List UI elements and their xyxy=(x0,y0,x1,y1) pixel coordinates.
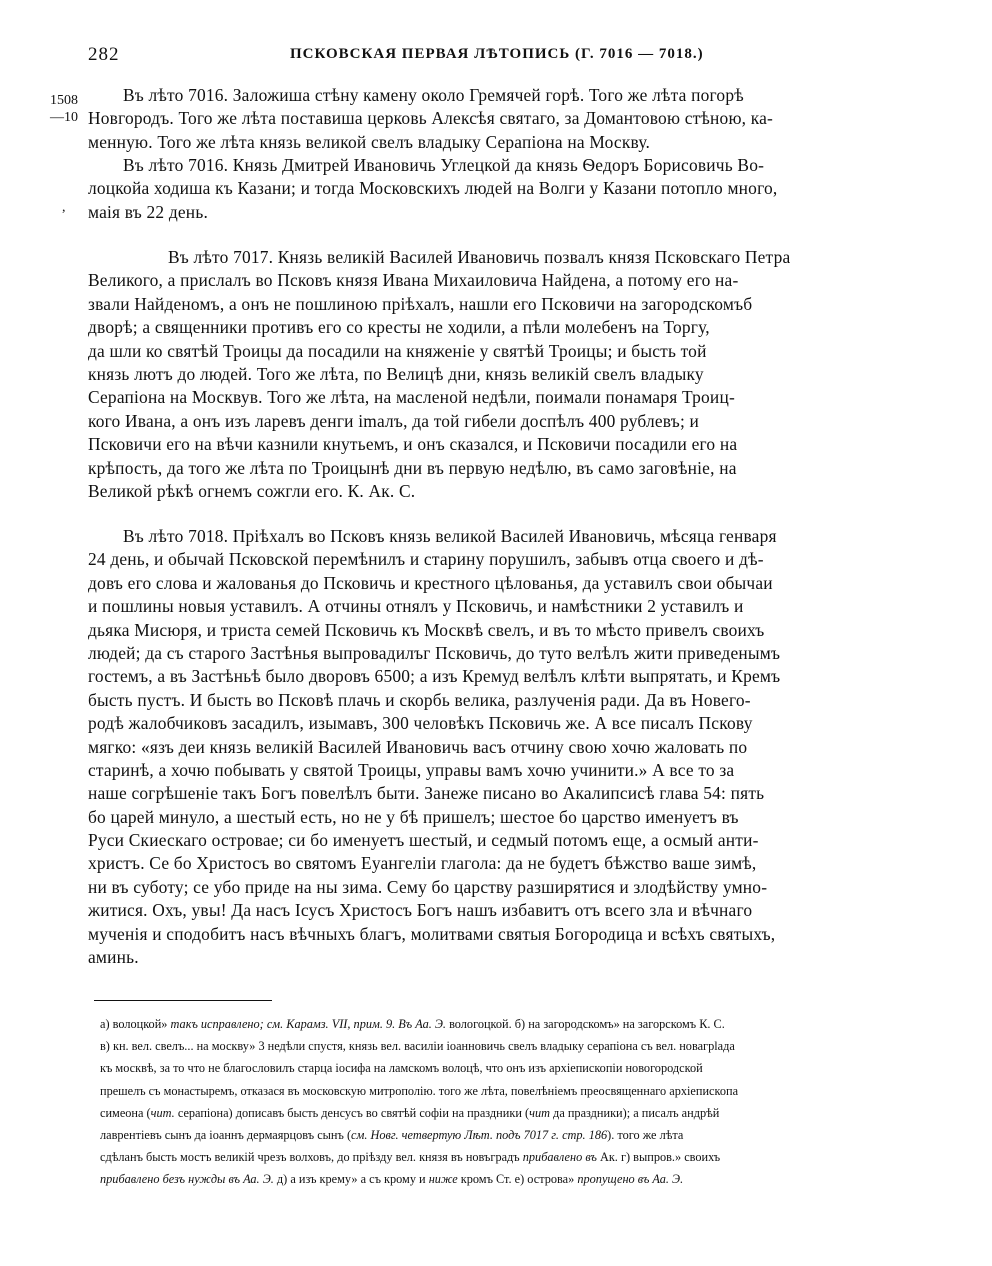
text-line: житися. Охъ, увы! Да насъ Iсусъ Христосъ Богъ нашъ избавитъ отъ всего зла и вѣчнаго xyxy=(88,900,753,921)
text-line: Въ лѣто 7018. Прiѣхалъ во Псковъ князь великой Василей Ивановичь, мѣсяца генваря xyxy=(123,526,777,546)
entry-7016-kazan xyxy=(88,154,933,224)
text-line: людей; да съ старого Застѣнья выпровадилъг Псковичь, до туто велѣлъ жити приведенымъ xyxy=(88,642,781,663)
entry-7016-walls xyxy=(88,84,933,154)
footnote-line: сдѣланъ бысть мостъ великiй чрезъ волховъ, до прiѣзду вел. князя въ новъградъ прибавлено въ Ак. г) выпров.» своихъ xyxy=(100,1150,721,1165)
margin-year-1508: 1508 xyxy=(50,93,78,108)
entry-7017 xyxy=(88,246,933,503)
text-line: Новгородъ. Того же лѣта поставиша церковь Алексѣя святаго, за Домантовою стѣною, ка- xyxy=(88,108,774,129)
text-line: бысть пустъ. И бысть во Псковѣ плачь и скорбь велика, разлученiя ради. Да въ Новего- xyxy=(88,689,751,710)
text-line: 24 день, и обычай Псковской перемѣнилъ и старину порушилъ, забывъ отца своего и дѣ- xyxy=(88,549,764,570)
text-line: князь лютъ до людей. Того же лѣта, по Велицѣ дни, князь великiй свелъ владыку xyxy=(88,363,704,384)
footnote-line: къ москвѣ, за то что не благословилъ старца iосифа на ламскомъ волоцѣ, что онъ изъ архiепископiи новогородской xyxy=(100,1061,703,1076)
text-line: и пошлины новыя уставилъ. А отчины отнялъ у Псковичь, и намѣстники 2 уставилъ и xyxy=(88,596,744,617)
text-line: старинѣ, а хочю побывать у святой Троицы, управы вамъ хочю учинити.» А все то за xyxy=(88,759,735,780)
text-line: лоцкойа ходиша къ Казани; и тогда Московскихъ людей на Волги у Казани потопло много, xyxy=(88,178,778,199)
footnote-line: лаврентiевъ сынъ да iоаннъ дермаярцовъ сынъ (см. Новг. четвертую Лѣт. подъ 7017 г. стр. 186). того же лѣта xyxy=(100,1127,684,1142)
text-line: гостемъ, а въ Застѣньѣ было дворовъ 6500; а изъ Кремуд велѣлъ клѣти выпрятать, и Кремъ xyxy=(88,666,781,687)
footnote-line: а) волоцкой» такъ исправлено; см. Карамз. VII, прим. 9. Въ Аа. Э. вологоцкой. б) на загородскомъ» на загорскомъ К. С. xyxy=(100,1017,725,1031)
text-line: ни въ суботу; се убо приде на ны зима. Сему бо царству разширятися и злодѣйству умно- xyxy=(88,876,768,897)
footnote-line: прибавлено безъ нужды въ Аа. Э. д) а изъ крему» а съ крому и ниже кромъ Ст. е) острова» пропущено въ Аа. Э. xyxy=(100,1172,684,1187)
footnotes xyxy=(100,1013,935,1191)
text-line: Великой рѣкѣ огнемъ сожгли его. К. Ак. С. xyxy=(88,480,416,501)
text-line: Въ лѣто 7017. Князь великiй Василей Ивановичь позвалъ князя Псковскаго Петра xyxy=(168,247,791,267)
footnote-line: в) кн. вел. свелъ... на москву» 3 недѣли спустя, князь вел. василiи iоанновичь свелъ владыку серапiона съ вел. новагрlада xyxy=(100,1039,735,1054)
text-line: наше согрѣшенiе такъ Богъ повелѣлъ быти. Занеже писано во Акалипсисѣ глава 54: пять xyxy=(88,783,765,804)
margin-year-range: —10 xyxy=(50,110,78,125)
text-line: крѣпость, да того же лѣта по Троицынѣ дни въ первую недѣлю, въ само заговѣнiе, на xyxy=(88,457,737,478)
margin-tick-mark: , xyxy=(62,200,66,215)
footnote-separator xyxy=(94,1000,272,1001)
text-line: кого Ивана, а онъ изъ ларевъ денги imалъ, да той гибели доспѣлъ 400 рублевъ; и xyxy=(88,410,700,431)
text-line: Въ лѣто 7016. Князь Дмитрей Ивановичь Углецкой да князь Ѳедоръ Борисовичь Во- xyxy=(123,155,765,175)
text-line: Руси Скиескаго островае; си бо именуетъ шестый, и седмый потомъ еще, а осмый анти- xyxy=(88,830,759,851)
text-line: маiя въ 22 день. xyxy=(88,201,208,222)
footnote-line: прешелъ съ монастыремъ, отказася въ московскую митрополiю. того же лѣта, повелѣнiемъ преосвященнаго архiепископа xyxy=(100,1083,739,1098)
text-line: да шли ко святѣй Троицы да посадили на княженiе у святѣй Троицы; и бысть той xyxy=(88,340,707,361)
text-line: звали Найденомъ, а онъ не пошлиною прiѣхалъ, нашли его Псковичи на загородскомъб xyxy=(88,293,753,314)
text-line: родѣ жалобчиковъ засадилъ, изымавъ, 300 человѣкъ Псковичь же. А все писалъ Пскову xyxy=(88,713,753,734)
text-line: Великого, а прислалъ во Псковъ князя Ивана Михаиловича Найдена, а потому его на- xyxy=(88,270,739,291)
text-line: довъ его слова и жалованья до Псковичь и крестного цѣлованья, да уставилъ свои обычаи xyxy=(88,572,773,593)
text-line: мученiя и сподобитъ насъ вѣчныхъ благъ, молитвами святыя Богородица и всѣхъ святыхъ, xyxy=(88,923,776,944)
text-line: дворѣ; а священники противъ его со кресты не ходили, а пѣли молебенъ на Торгу, xyxy=(88,317,710,338)
text-line: Въ лѣто 7016. Заложиша стѣну камену около Гремячей горѣ. Того же лѣта погорѣ xyxy=(123,85,744,105)
text-line: аминь. xyxy=(88,947,139,968)
page-number: 282 xyxy=(88,44,120,65)
text-line: мягко: «язъ деи князь великiй Василей Ивановичь васъ отчину свою хочю жаловать по xyxy=(88,736,748,757)
entry-7018 xyxy=(88,525,933,969)
text-line: дьяка Мисюря, и триста семей Псковичь къ Москвѣ свелъ, и въ то мѣсто привелъ своихъ xyxy=(88,619,765,640)
text-line: Псковичи его на вѣчи казнили кнутьемъ, и онъ сказался, и Псковичи посадили его на xyxy=(88,434,738,455)
text-line: менную. Того же лѣта князь великой свелъ владыку Серапiона на Москву. xyxy=(88,131,651,152)
running-title: ПСКОВСКАЯ ПЕРВАЯ ЛѢТОПИСЬ (Г. 7016 — 7018.) xyxy=(290,46,704,62)
footnote-line: симеона (чит. серапiона) дописавъ бысть денсусъ во святѣй софiи на праздники (чит да праздники); а писалъ андрѣй xyxy=(100,1105,720,1120)
text-line: христъ. Се бо Христосъ во святомъ Еуангелiи глагола: да не будетъ бѣжство ваше зимѣ, xyxy=(88,853,757,874)
text-line: бо царей минуло, а шестый есть, но не у бѣ пришелъ; шестое бо царство именуетъ въ xyxy=(88,806,739,827)
text-line: Серапiона на Москвув. Того же лѣта, на масленой недѣли, поимали понамаря Троиц- xyxy=(88,387,735,408)
